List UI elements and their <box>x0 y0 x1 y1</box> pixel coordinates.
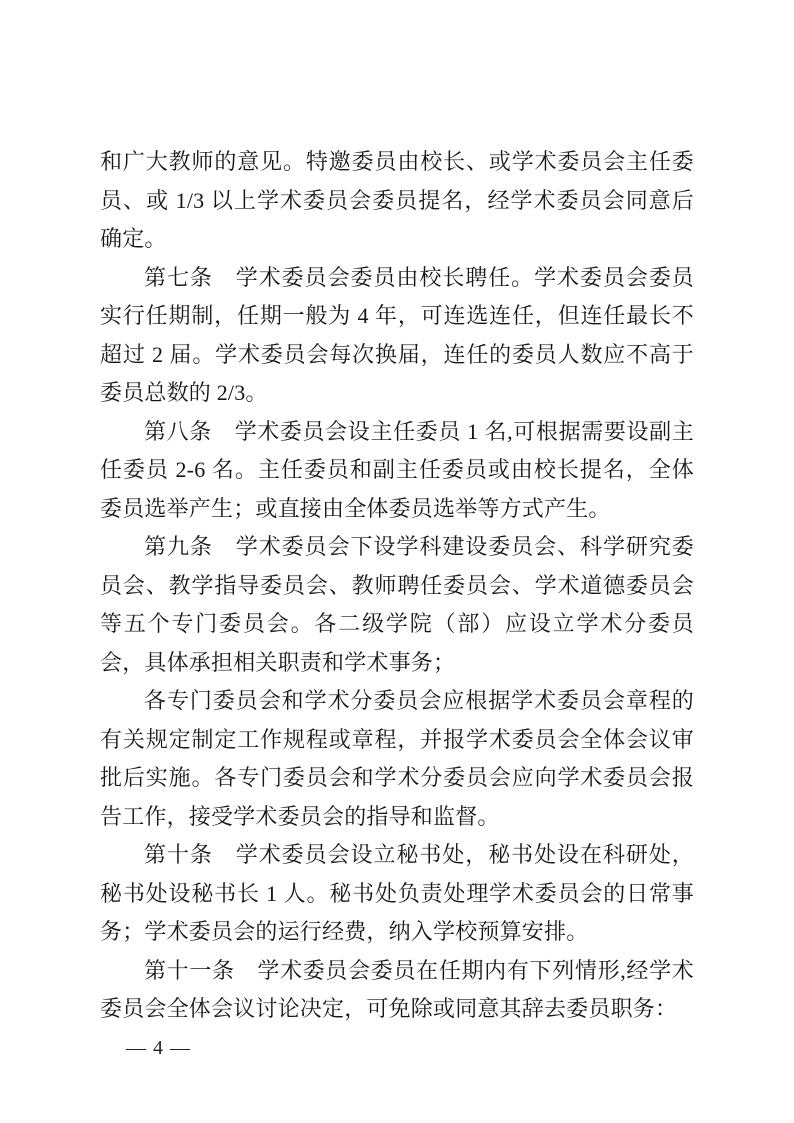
paragraph-article-8: 第八条 学术委员会设主任委员 1 名,可根据需要设副主任委员 2-6 名。主任委员和副主任委员或由校长提名，全体委员选举产生；或直接由全体委员选举等方式产生。 <box>100 418 694 521</box>
paragraph-article-10: 第十条 学术委员会设立秘书处，秘书处设在科研处，秘书处设秘书长 1 人。秘书处负责处理学术委员会的日常事务；学术委员会的运行经费，纳入学校预算安排。 <box>100 842 694 944</box>
page-number: — 4 — <box>126 1036 191 1059</box>
paragraph-subcommittees: 各专门委员会和学术分委员会应根据学术委员会章程的有关规定制定工作规程或章程，并报学术委员会全体会议审批后实施。各专门委员会和学术分委员会应向学术委员会报告工作，接受学术委员会的指导和监督。 <box>100 688 694 829</box>
paragraph-continuation: 和广大教师的意见。特邀委员由校长、或学术委员会主任委员、或 1/3 以上学术委员会委员提名，经学术委员会同意后确定。 <box>100 149 694 251</box>
paragraph-article-7: 第七条 学术委员会委员由校长聘任。学术委员会委员实行任期制，任期一般为 4 年，可连选连任，但连任最长不超过 2 届。学术委员会每次换届，连任的委员人数应不高于委员总数的 2/3。 <box>100 264 694 405</box>
document-body <box>100 143 694 1060</box>
paragraph-article-9: 第九条 学术委员会下设学科建设委员会、科学研究委员会、教学指导委员会、教师聘任委员会、学术道德委员会等五个专门委员会。各二级学院（部）应设立学术分委员会，具体承担相关职责和学术事务； <box>100 534 694 675</box>
paragraph-article-11: 第十一条 学术委员会委员在任期内有下列情形,经学术委员会全体会议讨论决定，可免除或同意其辞去委员职务： <box>100 957 694 1021</box>
